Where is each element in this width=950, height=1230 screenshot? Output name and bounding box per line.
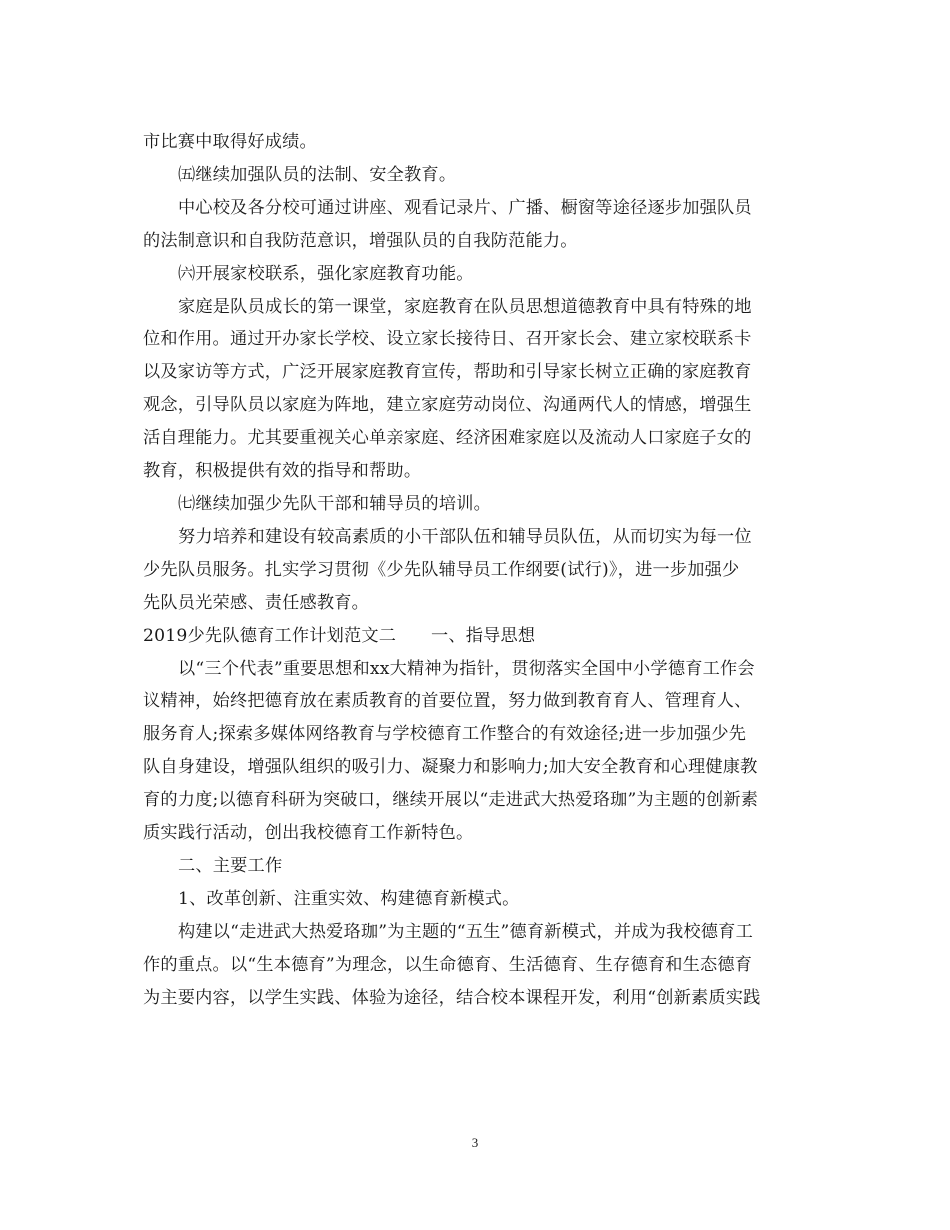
text-line: 以“三个代表”重要思想和xx大精神为指针，贯彻落实全国中小学德育工作会 (178, 658, 755, 679)
text-line: ㈤继续加强队员的法制、安全教育。 (178, 164, 457, 185)
page-number: 3 (471, 1135, 479, 1150)
text-line: 构建以“走进武大热爱珞珈”为主题的“五生”德育新模式，并成为我校德育工 (178, 921, 753, 942)
text-line: 育的力度;以德育科研为突破口，继续开展以“走进武大热爱珞珈”为主题的创新素 (143, 790, 759, 811)
text-line: 市比赛中取得好成绩。 (143, 132, 317, 152)
text-line: ㈦继续加强少先队干部和辅导员的培训。 (178, 493, 491, 514)
text-line: 观念，引导队员以家庭为阵地，建立家庭劳动岗位、沟通两代人的情感，增强生 (143, 395, 752, 416)
text-line: 的法制意识和自我防范意识，增强队员的自我防范能力。 (143, 230, 578, 251)
text-line: 活自理能力。尤其要重视关心单亲家庭、经济困难家庭以及流动人口家庭子女的 (143, 428, 752, 449)
text-line: 教育，积极提供有效的指导和帮助。 (143, 461, 422, 482)
text-line: 努力培养和建设有较高素质的小干部队伍和辅导员队伍，从而切实为每一位 (178, 526, 752, 547)
text-line: 中心校及各分校可通过讲座、观看记录片、广播、橱窗等途径逐步加强队员 (178, 197, 752, 218)
text-line: 少先队员服务。扎实学习贯彻《少先队辅导员工作纲要(试行)》，进一步加强少 (143, 559, 740, 580)
text-line: 服务育人;探索多媒体网络教育与学校德育工作整合的有效途径;进一步加强少先 (143, 724, 747, 745)
text-line: 位和作用。通过开办家长学校、设立家长接待日、召开家长会、建立家校联系卡 (143, 329, 752, 350)
text-line: 议精神，始终把德育放在素质教育的首要位置，努力做到教育育人、管理育人、 (143, 691, 752, 712)
text-line: 二、主要工作 (178, 855, 283, 876)
text-line: ㈥开展家校联系，强化家庭教育功能。 (178, 263, 474, 284)
text-line: 2019少先队德育工作计划范文二 一、指导思想 (143, 625, 536, 646)
text-line: 作的重点。以“生本德育”为理念，以生命德育、生活德育、生存德育和生态德育 (143, 954, 753, 975)
document-body (143, 126, 813, 1014)
text-line: 为主要内容，以学生实践、体验为途径，结合校本课程开发，利用“创新素质实践 (143, 987, 761, 1008)
text-line: 1、改革创新、注重实效、构建德育新模式。 (178, 888, 520, 909)
text-line: 队自身建设，增强队组织的吸引力、凝聚力和影响力;加大安全教育和心理健康教 (143, 757, 758, 778)
text-line: 以及家访等方式，广泛开展家庭教育宣传，帮助和引导家长树立正确的家庭教育 (143, 362, 752, 383)
text-line: 家庭是队员成长的第一课堂，家庭教育在队员思想道德教育中具有特殊的地 (178, 296, 752, 317)
text-line: 质实践行活动，创出我校德育工作新特色。 (143, 823, 474, 844)
text-line: 先队员光荣感、责任感教育。 (143, 592, 370, 613)
